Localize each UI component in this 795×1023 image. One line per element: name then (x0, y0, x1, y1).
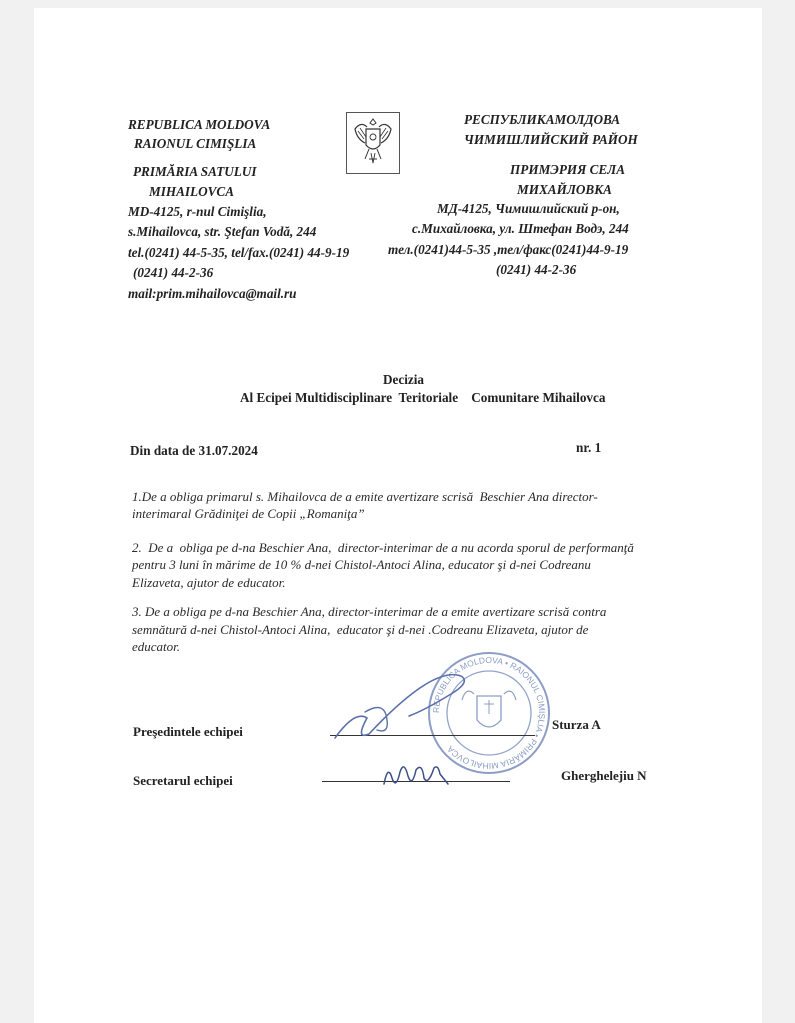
item-1-line-2: interimaral Grădiniţei de Copii „Romaniţa” (132, 506, 365, 521)
item-3-line-1: 3. De a obliga pe d-na Beschier Ana, director-interimar de a emite avertizare scrisă contra (132, 604, 607, 619)
header-left-email: mail:prim.mihailovca@mail.ru (128, 286, 297, 301)
header-left-postal: MD-4125, r-nul Cimişlia, (128, 204, 267, 219)
decision-title: Decizia (383, 372, 425, 387)
header-left-district: RAIONUL CIMIŞLIA (134, 136, 257, 151)
secretary-role: Secretarul echipei (133, 773, 233, 788)
header-right-phone: тел.(0241)44-5-35 ,тел/факс(0241)44-9-19 (388, 242, 629, 257)
header-right-phone2: (0241) 44-2-36 (496, 262, 577, 277)
secretary-name: Gherghelejiu N (561, 768, 647, 783)
header-right-district: ЧИМИШЛИЙСКИЙ РАЙОН (464, 132, 638, 147)
item-2-line-3: Elizaveta, ajutor de educator. (132, 575, 286, 590)
secretary-signature-icon (378, 754, 458, 794)
stamp-text: REPUBLICA MOLDOVA • RAIONUL CIMIŞLIA • PRIMĂRIA MIHAILOVCA (430, 654, 548, 772)
header-right-postal: МД-4125, Чимишлийский р-он, (437, 201, 620, 216)
president-signature-icon (325, 660, 505, 750)
coat-of-arms-icon (346, 112, 400, 174)
header-left-phone2: (0241) 44-2-36 (133, 265, 214, 280)
item-1-line-1: 1.De a obliga primarul s. Mihailovca de a emite avertizare scrisă Beschier Ana director- (132, 489, 598, 504)
decision-number: nr. 1 (576, 440, 602, 455)
decision-subtitle: Al Ecipei Multidisciplinare Teritoriale Comunitare Mihailovca (240, 390, 606, 405)
header-right-address: с.Михайловка, ул. Штефан Водэ, 244 (412, 221, 629, 236)
item-3-line-3: educator. (132, 639, 181, 654)
header-left-phone: tel.(0241) 44-5-35, tel/fax.(0241) 44-9-19 (128, 245, 350, 260)
president-name: Sturza A (552, 717, 601, 732)
president-role: Preşedintele echipei (133, 724, 243, 739)
header-left-village: MIHAILOVCA (149, 184, 235, 199)
header-left-address: s.Mihailovca, str. Ştefan Vodă, 244 (128, 224, 317, 239)
header-right-village: МИХАЙЛОВКА (517, 182, 612, 197)
item-3-line-2: semnătură d-nei Chistol-Antoci Alina, educator şi d-nei .Codreanu Elizaveta, ajutor de (132, 622, 589, 637)
item-2-line-1: 2. De a obliga pe d-na Beschier Ana, director-interimar de a nu acorda sporul de performanţă (132, 540, 634, 555)
header-right-country: РЕСПУБЛИКАМОЛДОВА (464, 112, 621, 127)
decision-date: Din data de 31.07.2024 (130, 443, 258, 458)
header-right-institution: ПРИМЭРИЯ СЕЛА (510, 162, 626, 177)
item-2-line-2: pentru 3 luni în mărime de 10 % d-nei Chistol-Antoci Alina, educator şi d-nei Codreanu (132, 557, 591, 572)
header-left-country: REPUBLICA MOLDOVA (128, 117, 271, 132)
header-left-institution: PRIMĂRIA SATULUI (133, 164, 257, 179)
